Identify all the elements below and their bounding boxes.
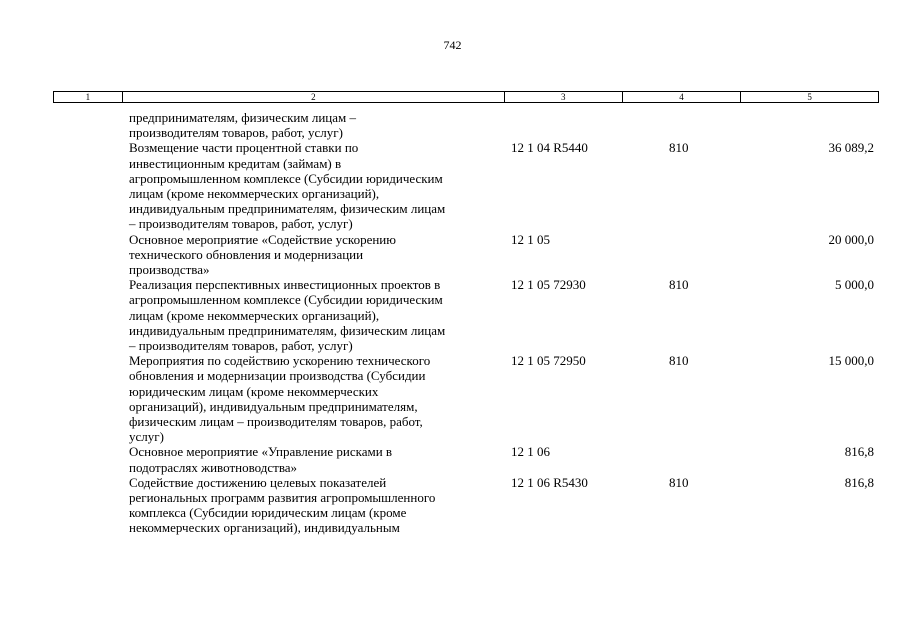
header-col-3: 3 — [505, 92, 623, 102]
row-expense-type: 810 — [669, 140, 689, 156]
row-name: Основное мероприятие «Управление рисками в подотраслях животноводства» — [129, 444, 393, 475]
header-col-4: 4 — [623, 92, 742, 102]
row-name: Основное мероприятие «Содействие ускорению технического обновления и модернизации производства» — [129, 231, 396, 278]
row-amount: 15 000,0 — [828, 353, 874, 369]
table-row — [0, 277, 905, 353]
row-amount: 36 089,2 — [828, 140, 874, 156]
row-amount: 20 000,0 — [828, 231, 874, 247]
row-code: 12 1 06 R5430 — [511, 474, 588, 490]
row-code: 12 1 04 R5440 — [511, 140, 588, 156]
row-name: Содействие достижению целевых показателей региональных программ развития агропромышленного комплекса (Субсидии юридическим лицам (кроме некоммерческих организаций), индивидуальным — [129, 474, 436, 536]
table-row — [0, 475, 905, 536]
table-row — [0, 232, 905, 278]
table-row — [0, 110, 905, 140]
row-code: 12 1 05 72930 — [511, 277, 586, 293]
row-name: Реализация перспективных инвестиционных проектов в агропромышленном комплексе (Субсидии юридическим лицам (кроме некоммерческих организаций), индивидуальным предпринимателям, физическим лицам – производителям товаров, работ, услуг) — [129, 277, 446, 354]
row-name: Возмещение части процентной ставки по инвестиционным кредитам (займам) в агропромышленном комплексе (Субсидии юридическим лицам (кроме некоммерческих организаций), индивидуальным предпринимателям, физическим лицам – производителям товаров, работ, услуг) — [129, 140, 446, 232]
header-col-1: 1 — [54, 92, 123, 102]
row-expense-type: 810 — [669, 277, 689, 293]
row-code: 12 1 06 — [511, 444, 550, 460]
row-name: Мероприятия по содействию ускорению технического обновления и модернизации производства (Субсидии юридическим лицам (кроме некоммерческих организаций), индивидуальным предпринимателям, физическим лицам – производителям товаров, работ, услуг) — [129, 353, 431, 445]
row-code: 12 1 05 72950 — [511, 353, 586, 369]
row-amount: 816,8 — [844, 474, 874, 490]
row-name: предпринимателям, физическим лицам – производителям товаров, работ, услуг) — [129, 110, 356, 141]
row-expense-type: 810 — [669, 353, 689, 369]
table-body — [0, 110, 905, 536]
header-col-5: 5 — [807, 92, 812, 102]
page-number: 742 — [443, 38, 462, 52]
row-amount: 5 000,0 — [835, 277, 874, 293]
header-col-2: 2 — [123, 92, 505, 102]
table-header-row — [53, 91, 879, 103]
row-amount: 816,8 — [844, 444, 874, 460]
row-code: 12 1 05 — [511, 231, 550, 247]
table-row — [0, 444, 905, 474]
row-expense-type: 810 — [669, 474, 689, 490]
table-row — [0, 140, 905, 231]
table-row — [0, 353, 905, 444]
